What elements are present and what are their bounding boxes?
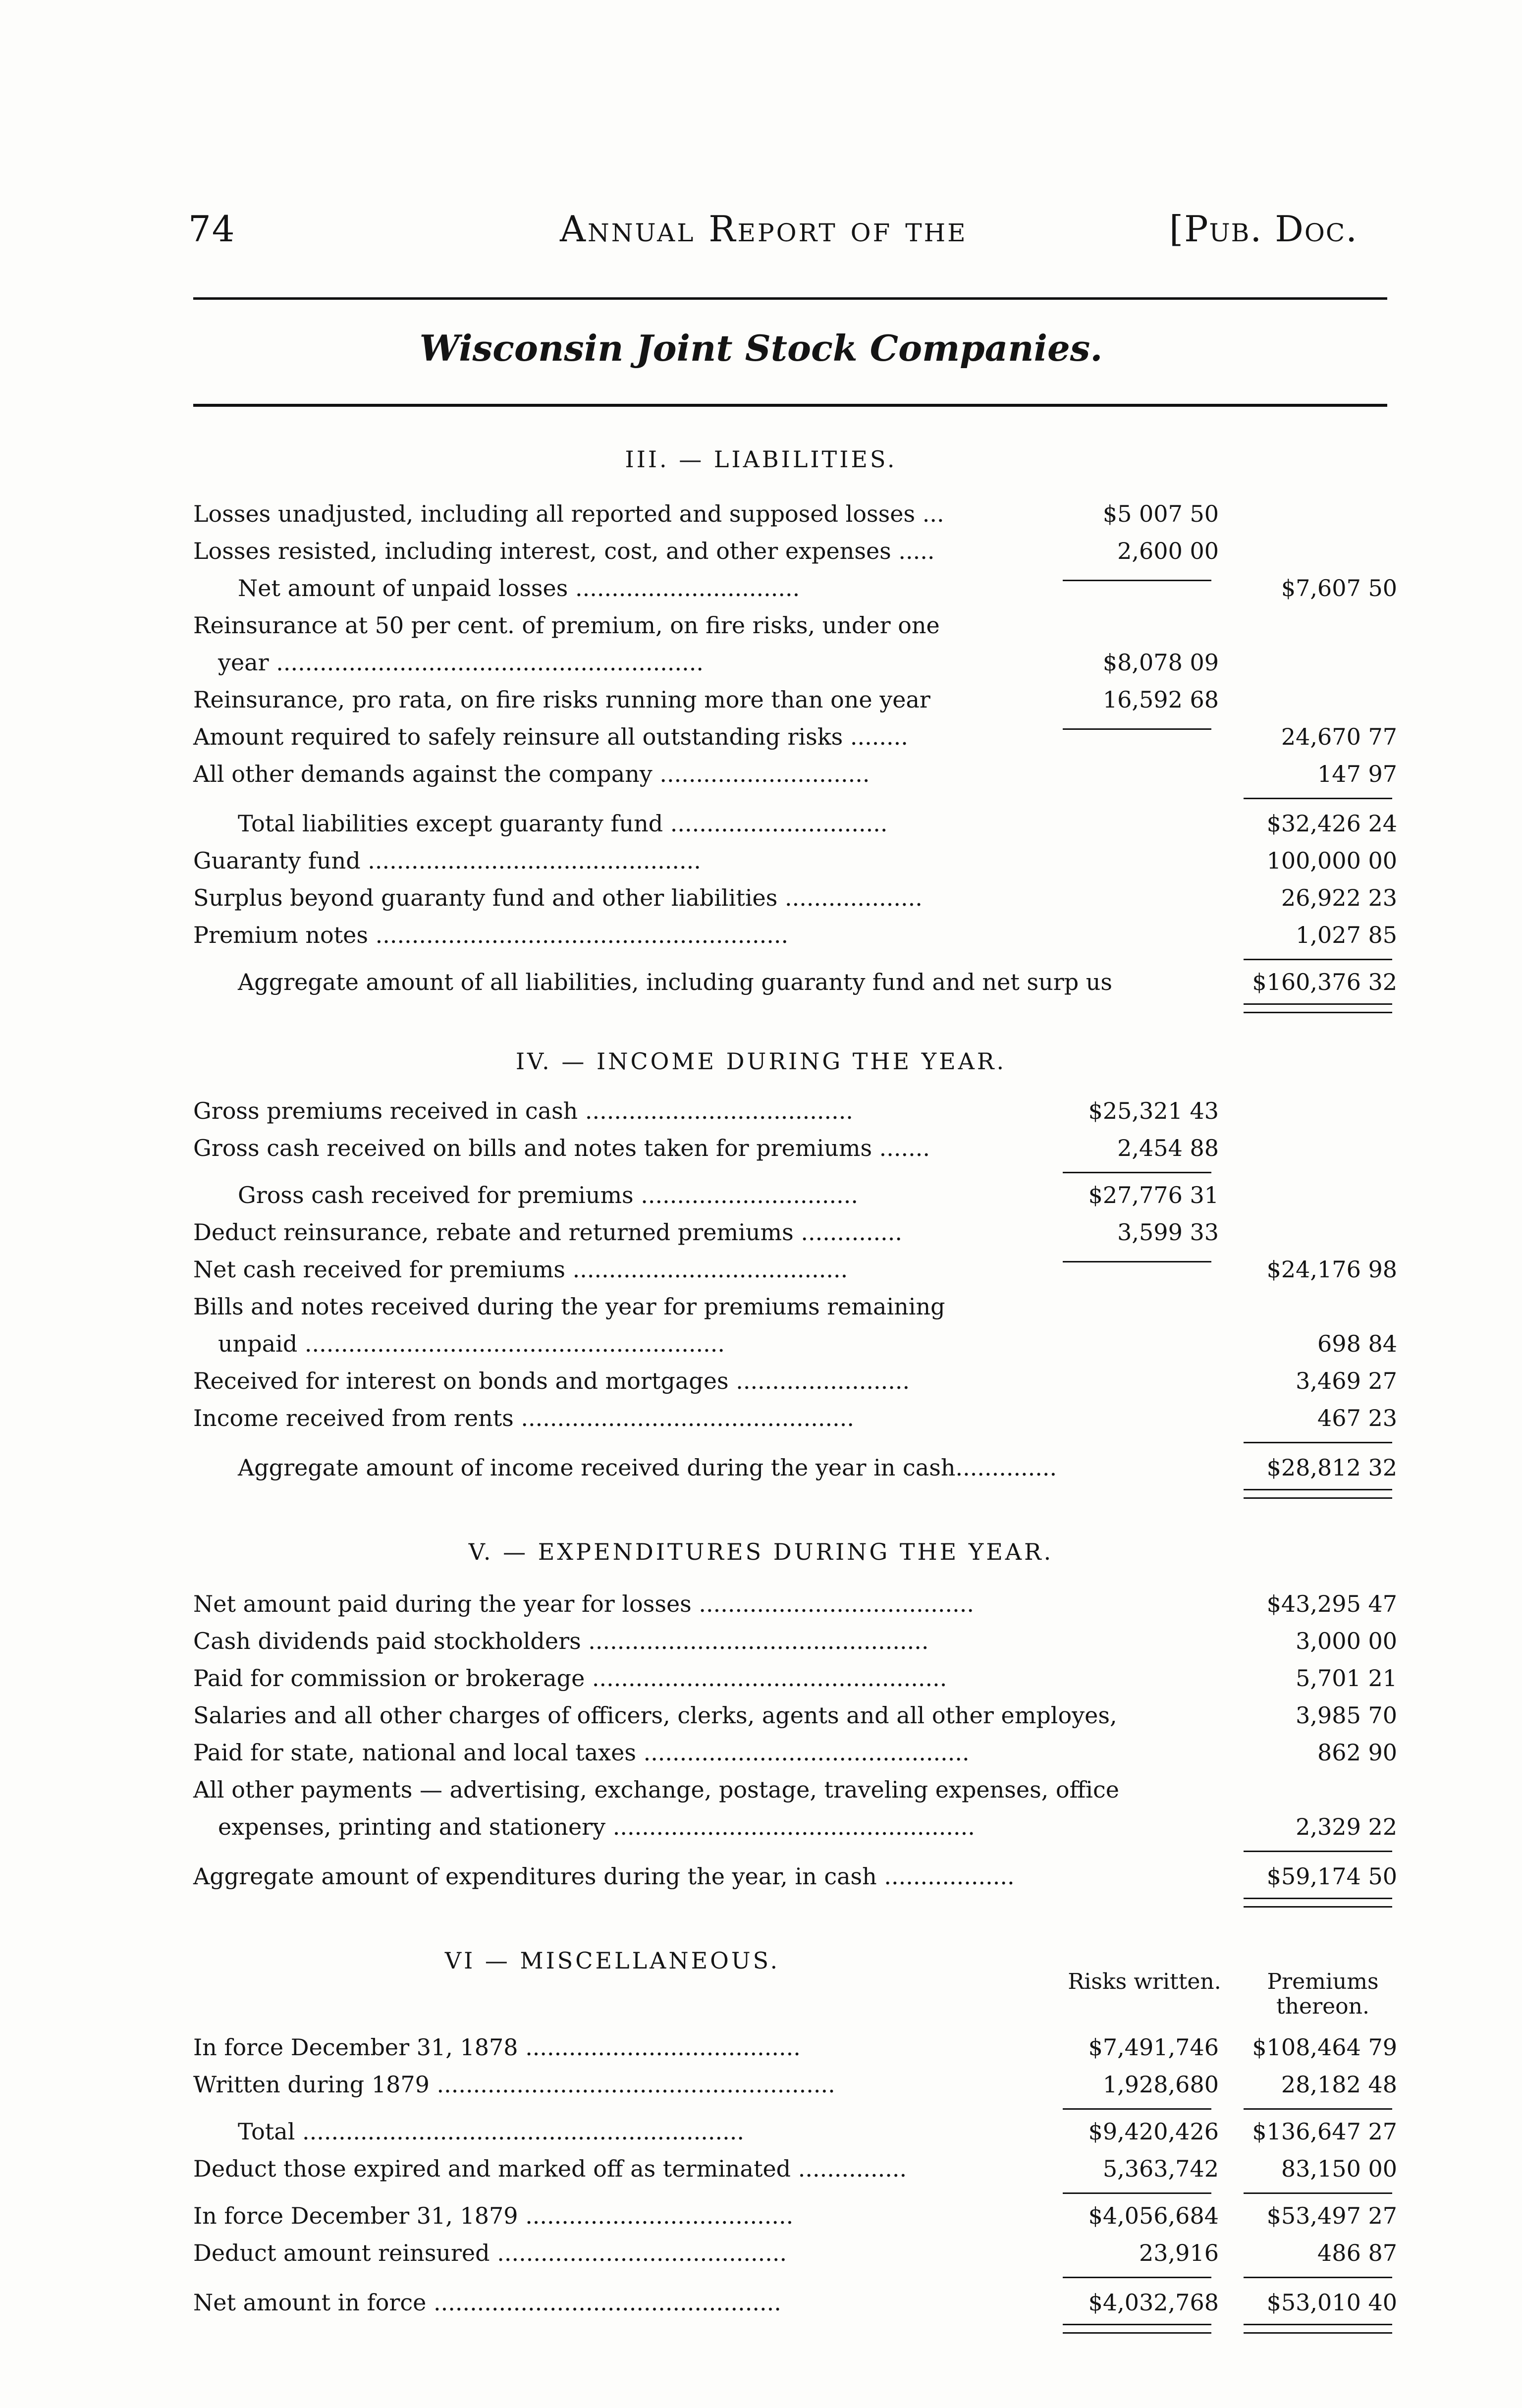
table-row: Amount required to safely reinsure all outstanding risks ........ 24,670 77	[193, 723, 1397, 750]
subtotal-rule	[1244, 798, 1392, 799]
bottom-rule	[193, 404, 1387, 407]
table-row: Bills and notes received during the year for premiums remaining	[193, 1293, 945, 1320]
table-row: Salaries and all other charges of officers, clerks, agents and all other employes, 3,985 70	[193, 1702, 1397, 1729]
subtotal-rule	[1244, 2192, 1392, 2194]
subtotal-rule	[1063, 2108, 1211, 2110]
table-row: In force December 31, 1879 ..................................... $4,056,684 $53,497 27	[193, 2202, 1397, 2229]
table-row: Paid for commission or brokerage ................................................. 5,701 21	[193, 1665, 1397, 1692]
table-row: Total liabilities except guaranty fund .............................. $32,426 24	[238, 810, 1397, 837]
document-ref: [Pub. Doc.	[1169, 208, 1359, 250]
table-row: Written during 1879 ....................................................... 1,928,680 28,182 48	[193, 2071, 1397, 2098]
table-row: Income received from rents .............................................. 467 23	[193, 1405, 1397, 1431]
table-row: Losses unadjusted, including all reported and supposed losses ... $5 007 50	[193, 500, 1219, 527]
total-double-rule	[1244, 1898, 1392, 1908]
table-row: Aggregate amount of all liabilities, including guaranty fund and net surp us $160,376 32	[238, 969, 1397, 995]
table-row: Paid for state, national and local taxes ............................................. 862 90	[193, 1739, 1397, 1766]
subtotal-rule	[1244, 2277, 1392, 2278]
column-header-premiums: Premiums thereon.	[1267, 1969, 1379, 2019]
table-row: Received for interest on bonds and mortgages ........................ 3,469 27	[193, 1368, 1397, 1394]
section-heading-income: IV. — INCOME DURING THE YEAR.	[515, 1048, 1007, 1075]
page-number: 74	[188, 208, 236, 250]
table-row: Deduct those expired and marked off as terminated ............... 5,363,742 83,150 00	[193, 2155, 1397, 2182]
page-subtitle: Wisconsin Joint Stock Companies.	[419, 327, 1103, 369]
subtotal-rule	[1244, 959, 1392, 960]
table-row: Surplus beyond guaranty fund and other liabilities ................... 26,922 23	[193, 884, 1397, 911]
table-row: Reinsurance at 50 per cent. of premium, on fire risks, under one	[193, 612, 940, 639]
subtotal-rule	[1244, 2108, 1392, 2110]
table-row: Guaranty fund .............................................. 100,000 00	[193, 847, 1397, 874]
section-heading-misc: VI — MISCELLANEOUS.	[444, 1947, 780, 1974]
total-double-rule	[1244, 1003, 1392, 1013]
table-row: expenses, printing and stationery .................................................. 2,329 22	[218, 1813, 1397, 1840]
table-row: Gross cash received for premiums .............................. $27,776 31	[238, 1182, 1219, 1208]
table-row: Deduct amount reinsured ........................................ 23,916 486 87	[193, 2240, 1397, 2266]
table-row: Losses resisted, including interest, cost, and other expenses ..... 2,600 00	[193, 538, 1219, 564]
total-double-rule	[1244, 2324, 1392, 2334]
table-row: Gross premiums received in cash ..................................... $25,321 43	[193, 1097, 1219, 1124]
section-heading-expenditures: V. — EXPENDITURES DURING THE YEAR.	[468, 1538, 1054, 1565]
total-double-rule	[1244, 1489, 1392, 1499]
subtotal-rule	[1063, 2277, 1211, 2278]
table-row: unpaid .......................................................... 698 84	[218, 1330, 1397, 1357]
table-row: All other demands against the company ............................. 147 97	[193, 761, 1397, 787]
top-rule	[193, 297, 1387, 300]
table-row: In force December 31, 1878 ...................................... $7,491,746 $108,464 79	[193, 2034, 1397, 2061]
total-double-rule	[1063, 2324, 1211, 2334]
table-row: Net amount in force ................................................ $4,032,768 $53,010 40	[193, 2289, 1397, 2316]
table-row: Aggregate amount of expenditures during the year, in cash .................. $59,174 50	[193, 1863, 1397, 1890]
table-row: Reinsurance, pro rata, on fire risks running more than one year 16,592 68	[193, 686, 1219, 713]
running-title: Annual Report of the	[560, 208, 968, 250]
subtotal-rule	[1063, 2192, 1211, 2194]
table-row: All other payments — advertising, exchange, postage, traveling expenses, office	[193, 1776, 1119, 1803]
table-row: year ........................................................... $8,078 09	[218, 649, 1219, 676]
table-row: Net cash received for premiums ...................................... $24,176 98	[193, 1256, 1397, 1283]
table-row: Aggregate amount of income received during the year in cash.............. $28,812 32	[238, 1454, 1397, 1481]
table-row: Total ............................................................. $9,420,426 $136,647 27	[238, 2118, 1397, 2145]
table-row: Premium notes ......................................................... 1,027 85	[193, 922, 1397, 948]
table-row: Net amount paid during the year for losses ...................................... $43,295 47	[193, 1590, 1397, 1617]
table-row: Net amount of unpaid losses ............................... $7,607 50	[238, 575, 1397, 602]
section-heading-liabilities: III. — LIABILITIES.	[625, 446, 897, 473]
table-row: Gross cash received on bills and notes taken for premiums ....... 2,454 88	[193, 1135, 1219, 1161]
table-row: Deduct reinsurance, rebate and returned premiums .............. 3,599 33	[193, 1219, 1219, 1246]
subtotal-rule	[1244, 1851, 1392, 1852]
column-header-risks: Risks written.	[1068, 1969, 1221, 1994]
table-row: Cash dividends paid stockholders ............................................... 3,000 00	[193, 1628, 1397, 1654]
subtotal-rule	[1063, 1172, 1211, 1173]
subtotal-rule	[1244, 1442, 1392, 1443]
